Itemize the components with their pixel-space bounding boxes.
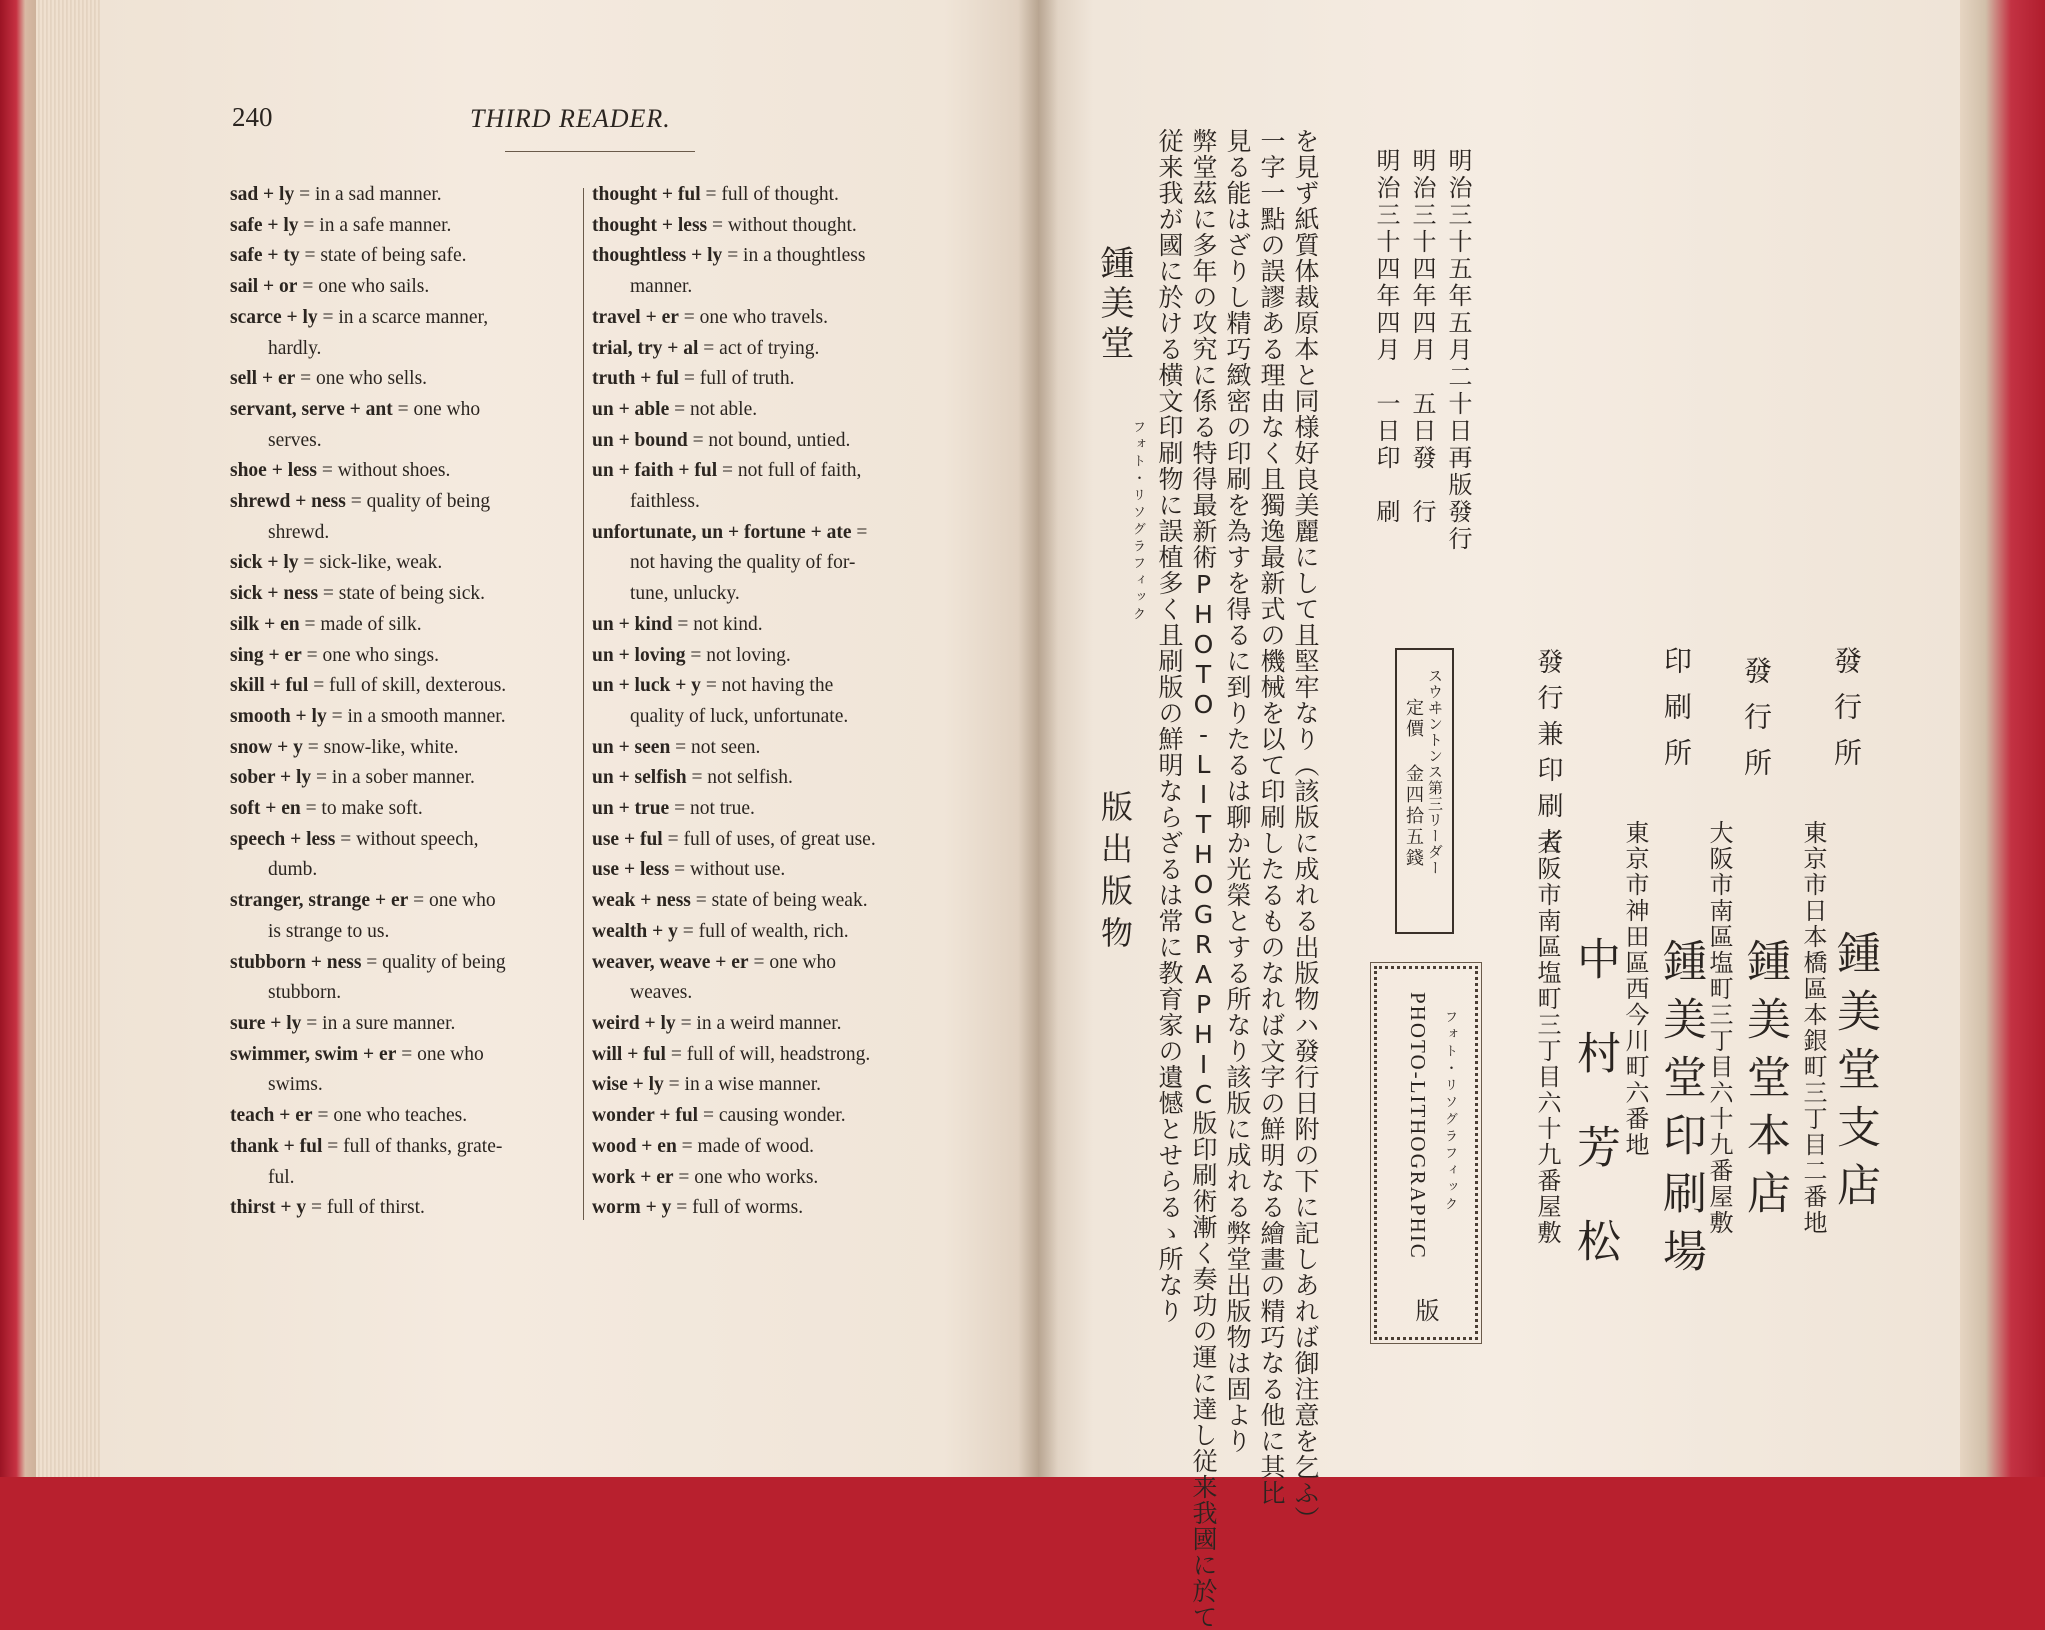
word-formation: sick + ness [230, 583, 319, 605]
word-definition: = one who travels. [678, 306, 828, 328]
word-entry [592, 1163, 937, 1194]
word-definition: = full of thought. [700, 184, 839, 205]
word-definition: = state of being sick. [318, 583, 486, 605]
word-formation: thirst + y [230, 1197, 307, 1219]
word-formation: sad + ly [230, 184, 295, 205]
issuer-head: 發行所 [1740, 656, 1773, 794]
word-entry [592, 794, 937, 825]
word-entry [592, 1070, 937, 1101]
word-entry [592, 1193, 937, 1224]
word-formation: thank + ful [230, 1135, 323, 1157]
brand-publication: 版出版物 [1096, 790, 1134, 958]
word-formation: weaver, weave + er [592, 951, 749, 973]
word-formation: servant, serve + ant [230, 398, 393, 420]
word-formation: sail + or [230, 276, 298, 298]
word-definition: = one who sails. [297, 276, 430, 298]
word-entry [592, 610, 937, 641]
word-definition: = state of being weak. [690, 890, 868, 912]
word-entry [592, 671, 937, 732]
word-entry [230, 579, 575, 610]
word-entry [592, 579, 937, 610]
word-entry [592, 180, 937, 211]
word-definition: = not bound, untied. [687, 429, 851, 451]
price-series: スウヰントンス第三リーダー [1426, 668, 1444, 876]
reprint-date: 明治三十五年五月二十日再版發行 [1444, 148, 1472, 553]
word-formation: swimmer, swim + er [230, 1043, 397, 1065]
word-definition: = one who works. [673, 1166, 819, 1188]
page-edges [36, 0, 100, 1477]
word-entry [230, 456, 575, 487]
word-definition-continued: stubborn. [268, 982, 342, 1004]
word-definition: = in a weird manner. [675, 1012, 842, 1034]
word-formation: trial, try + al [592, 337, 699, 359]
word-definition: = one who sings. [301, 644, 439, 666]
word-definition: = act of trying. [698, 337, 820, 359]
word-entry [230, 180, 575, 211]
word-formation: soft + en [230, 798, 301, 820]
word-entry [230, 763, 575, 794]
word-entry [230, 948, 575, 1009]
word-entry [230, 487, 575, 548]
word-entry [592, 1040, 937, 1071]
word-formation: wood + en [592, 1135, 677, 1157]
word-entry [592, 303, 937, 334]
word-entry [230, 241, 575, 272]
book-cover-edge-left [0, 0, 36, 1477]
word-formation: sober + ly [230, 767, 312, 789]
word-entry [592, 886, 937, 917]
brand-furigana: フォト・リソグラフィック [1130, 420, 1145, 624]
word-definition: = quality of being [361, 951, 506, 973]
word-definition-continued: quality of luck, unfortunate. [630, 705, 849, 727]
word-formation: skill + ful [230, 675, 309, 697]
word-entry [592, 641, 937, 672]
word-definition-continued: serves. [268, 429, 322, 451]
word-definition: = not full of faith, [717, 460, 862, 482]
printer-person-address: 大阪市南區塩町三丁目六十九番屋敷 [1533, 830, 1561, 1246]
word-formation: sell + er [230, 368, 296, 390]
word-definition: = one who [392, 398, 481, 420]
word-formation: un + faith + ful [592, 460, 718, 482]
word-formation: safe + ty [230, 245, 300, 267]
word-definition: = full of will, headstrong. [665, 1043, 871, 1065]
word-formation: sick + ly [230, 552, 299, 574]
word-definition-continued: weaves. [630, 982, 693, 1004]
word-definition: = without use. [669, 859, 786, 881]
word-entry [592, 1101, 937, 1132]
word-entry [230, 211, 575, 242]
word-formation: un + true [592, 798, 670, 820]
word-entry [592, 426, 937, 457]
word-formation: travel + er [592, 306, 679, 328]
word-definition: = sick-like, weak. [298, 552, 443, 574]
word-entry [230, 272, 575, 303]
word-definition: = one who [408, 890, 496, 912]
stamp-furigana: フォト・リソグラフィック [1442, 1010, 1457, 1214]
word-definition: = in a wise manner. [663, 1074, 821, 1096]
brand-name: 鍾美堂 [1094, 245, 1134, 365]
word-formation: un + luck + y [592, 675, 701, 697]
word-formation: stubborn + ness [230, 951, 362, 973]
issuer-name: 鍾美堂本店 [1739, 938, 1790, 1228]
publisher-address: 東京市日本橋區本銀町三丁目二番地 [1799, 820, 1827, 1236]
word-definition-continued: faithless. [630, 491, 700, 513]
word-definition: = not true. [669, 798, 755, 820]
word-definition: = full of wealth, rich. [677, 920, 849, 942]
word-definition: = without shoes. [316, 460, 451, 482]
word-formation: shoe + less [230, 460, 317, 482]
word-definition: = full of thirst. [306, 1197, 425, 1219]
word-entry [230, 1040, 575, 1101]
word-definition: = one who [396, 1043, 484, 1065]
word-entry [592, 211, 937, 242]
word-formation: wealth + y [592, 920, 678, 942]
word-entry [592, 763, 937, 794]
word-formation: shrewd + ness [230, 491, 346, 513]
word-formation: stranger, strange + er [230, 890, 409, 912]
word-formation: truth + ful [592, 368, 679, 390]
word-entry [230, 548, 575, 579]
word-formation: thought + less [592, 214, 708, 236]
word-definition: = full of skill, dexterous. [308, 675, 507, 697]
word-definition: = made of silk. [299, 613, 422, 635]
word-definition: = full of truth. [678, 368, 795, 390]
word-definition-continued: shrewd. [268, 521, 330, 543]
word-formation: wonder + ful [592, 1105, 699, 1127]
word-entry [592, 733, 937, 764]
word-entry [230, 794, 575, 825]
word-definition: = in a smooth manner. [326, 705, 506, 727]
word-definition: = snow-like, white. [302, 736, 459, 758]
word-formation: un + seen [592, 736, 671, 758]
word-definition-continued: tune, unlucky. [630, 583, 740, 605]
word-entry [592, 855, 937, 886]
notice-line: を見ず紙質体裁原本と同様好良美麗にして且堅牢なり（該版に成れる出版物ハ發行日附の下に記しあれば御注意を乞ふ） [1291, 128, 1320, 1532]
word-formation: un + able [592, 398, 670, 420]
word-entry [230, 303, 575, 364]
word-entry [592, 456, 937, 517]
word-definition-continued: manner. [630, 276, 693, 298]
word-definition: = not seen. [670, 736, 761, 758]
word-definition: = in a thoughtless [722, 245, 866, 267]
word-formation: worm + y [592, 1197, 672, 1219]
word-definition: = one who sells. [295, 368, 428, 390]
word-formation: weak + ness [592, 890, 691, 912]
printer-address: 東京市神田區西今川町六番地 [1621, 820, 1649, 1158]
word-entry [230, 671, 575, 702]
word-formation: unfortunate, un + fortune + ate [592, 521, 852, 543]
word-definition: = not having the [700, 675, 834, 697]
header-rule [505, 151, 695, 152]
word-list-column-2 [592, 180, 937, 1224]
word-entry [592, 518, 937, 579]
word-formation: snow + y [230, 736, 303, 758]
word-definition: = in a safe manner. [298, 214, 452, 236]
word-entry [230, 825, 575, 886]
word-formation: un + selfish [592, 767, 687, 789]
issue-date: 明治三十四年四月 五日發 行 [1408, 148, 1436, 526]
printing-notice [1152, 128, 1322, 1630]
word-definition-continued: hardly. [268, 337, 322, 359]
word-entry [230, 733, 575, 764]
publication-dates [1368, 148, 1476, 598]
word-definition: = full of worms. [671, 1197, 804, 1219]
print-date: 明治三十四年四月 一日印 刷 [1372, 148, 1400, 526]
word-formation: un + kind [592, 613, 673, 635]
publisher-head: 發行所 [1830, 646, 1863, 784]
notice-line: 見る能はざりし精巧緻密の印刷を為すを得るに到りたるは聊か光榮とする所なり該版に成れる弊堂出版物は固より [1223, 128, 1252, 1454]
word-formation: un + bound [592, 429, 688, 451]
word-definition: = in a sober manner. [311, 767, 475, 789]
word-formation: thoughtless + ly [592, 245, 723, 267]
stamp-latin: PHOTO-LITHOGRAPHIC [1406, 992, 1430, 1260]
word-definition: = one who teaches. [312, 1105, 468, 1127]
publisher-name: 鍾美堂支店 [1829, 930, 1880, 1220]
word-definition: = without speech, [335, 828, 479, 850]
word-entry [230, 886, 575, 947]
word-definition: = in a scarce manner, [317, 306, 489, 328]
word-entry [592, 364, 937, 395]
word-definition: = [851, 521, 868, 543]
notice-line: 従来我が國に於ける横文印刷物に誤植多く且刷版の鮮明ならざるは常に教育家の遺憾とせらるゝ所なり [1155, 128, 1184, 1324]
word-entry [592, 241, 937, 302]
word-entry [592, 917, 937, 948]
book-cover-edge-right [1960, 0, 2045, 1477]
word-formation: sing + er [230, 644, 302, 666]
word-entry [230, 1132, 575, 1193]
word-definition-continued: not having the quality of for- [630, 552, 856, 574]
word-definition: = causing wonder. [698, 1105, 846, 1127]
word-entry [230, 1193, 575, 1224]
word-definition: = not kind. [672, 613, 763, 635]
word-entry [230, 702, 575, 733]
word-formation: teach + er [230, 1105, 313, 1127]
notice-line: 一字一點の誤謬ある理由なく且獨逸最新式の機械を以て印刷したるものなれば文字の鮮明なる繪畫の精巧なる他に其比 [1257, 128, 1286, 1506]
printer-head: 印刷所 [1660, 646, 1693, 784]
word-definition: = not selfish. [686, 767, 793, 789]
word-definition: = not loving. [685, 644, 791, 666]
word-entry [592, 1009, 937, 1040]
word-formation: work + er [592, 1166, 674, 1188]
word-formation: smooth + ly [230, 705, 327, 727]
printer-name: 鍾美堂印刷場 [1655, 938, 1706, 1286]
word-definition: = in a sad manner. [294, 184, 442, 205]
word-definition-continued: is strange to us. [268, 920, 390, 942]
word-entry [230, 395, 575, 456]
word-definition: = full of thanks, grate- [322, 1135, 503, 1157]
word-formation: speech + less [230, 828, 336, 850]
printer-person-head: 發行兼印刷者 [1533, 648, 1563, 864]
word-formation: un + loving [592, 644, 686, 666]
word-formation: use + ful [592, 828, 663, 850]
word-list-column-1 [230, 180, 575, 1224]
word-definition: = one who [748, 951, 836, 973]
word-formation: use + less [592, 859, 670, 881]
word-formation: sure + ly [230, 1012, 302, 1034]
word-definition-continued: dumb. [268, 859, 318, 881]
word-definition: = not able. [669, 398, 758, 420]
word-definition: = without thought. [707, 214, 857, 236]
price-value: 定價 金四拾五錢 [1403, 698, 1424, 869]
word-definition: = to make soft. [300, 798, 423, 820]
word-entry [230, 1101, 575, 1132]
word-definition: = in a sure manner. [301, 1012, 456, 1034]
word-entry [230, 641, 575, 672]
word-entry [230, 364, 575, 395]
word-formation: scarce + ly [230, 306, 318, 328]
column-divider [583, 188, 584, 1220]
page-number: 240 [232, 102, 273, 132]
word-entry [592, 948, 937, 1009]
issuer-address: 大阪市南區塩町三丁目六十九番屋敷 [1705, 820, 1733, 1236]
word-definition: = full of uses, of great use. [662, 828, 876, 850]
running-head: THIRD READER. [470, 104, 671, 133]
notice-line: 弊堂茲に多年の攻究に係る特得最新術PHOTO-LITHOGRAPHIC版印刷術漸く奏功の運に達し従来我國に於て [1189, 128, 1218, 1630]
word-entry [230, 1009, 575, 1040]
word-definition-continued: ful. [268, 1166, 295, 1188]
word-formation: thought + ful [592, 184, 701, 205]
word-entry [230, 610, 575, 641]
word-formation: wise + ly [592, 1074, 664, 1096]
word-formation: weird + ly [592, 1012, 676, 1034]
word-entry [592, 395, 937, 426]
word-definition: = quality of being [345, 491, 491, 513]
word-formation: will + ful [592, 1043, 666, 1065]
word-entry [592, 334, 937, 365]
word-entry [592, 1132, 937, 1163]
stamp-cjk: 版 [1411, 1298, 1439, 1322]
word-formation: safe + ly [230, 214, 299, 236]
word-definition-continued: swims. [268, 1074, 323, 1096]
word-formation: silk + en [230, 613, 300, 635]
book-spine [1018, 0, 1058, 1477]
word-entry [592, 825, 937, 856]
word-definition: = made of wood. [676, 1135, 814, 1157]
word-definition: = state of being safe. [299, 245, 467, 267]
printer-person-name: 中村芳松 [1569, 936, 1620, 1312]
